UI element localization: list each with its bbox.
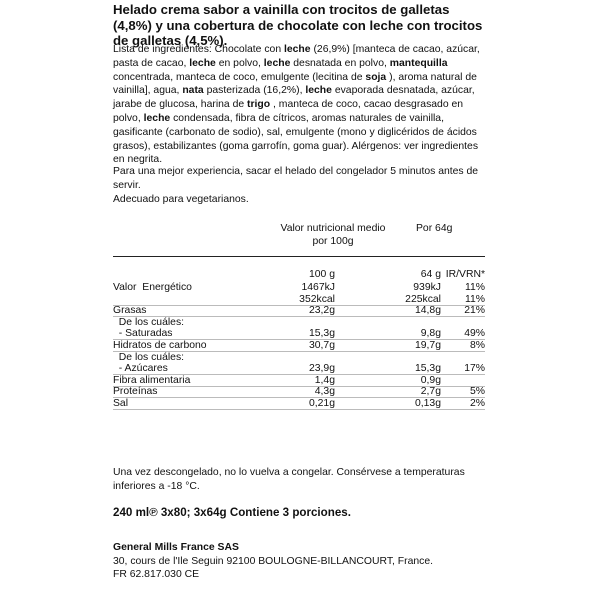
nutrient-label: Hidratos de carbono bbox=[113, 340, 207, 351]
allergen-word: trigo bbox=[247, 99, 271, 111]
table-divider-top bbox=[113, 256, 485, 257]
nutrient-label: Valor Energético bbox=[113, 282, 192, 293]
nutrient-label: De los cuáles: bbox=[113, 351, 185, 363]
nutrition-header-portion: Por 64g bbox=[416, 223, 453, 234]
ingredient-text: evaporada desnatada, azúcar, jarabe de glucosa, harina de bbox=[113, 85, 475, 111]
ingredient-text: ), aroma natural de vainilla], agua, bbox=[113, 71, 477, 97]
col-header-64g: 64 g bbox=[420, 269, 441, 280]
value-ri: 11% bbox=[464, 293, 485, 305]
ingredient-text: (26,9%) [manteca de cacao, azúcar, pasta de cacao, bbox=[113, 44, 480, 69]
value-per-100g: 1,4g bbox=[314, 374, 335, 386]
allergen-word: nata bbox=[182, 85, 204, 97]
nutrient-label: Fibra alimentaria bbox=[113, 374, 191, 386]
allergen-word: leche bbox=[283, 44, 311, 55]
value-ri: 21% bbox=[464, 305, 485, 317]
serving-advice: Para una mejor experiencia, sacar el helado del congelador 5 minutos antes de servir. bbox=[113, 166, 479, 191]
value-per-100g: 352kcal bbox=[299, 293, 335, 305]
company-registration: FR 62.817.030 CE bbox=[113, 569, 200, 581]
ingredient-text: , manteca de coco, cacao desgrasado en polvo, bbox=[113, 99, 464, 124]
company-name: General Mills France SAS bbox=[113, 542, 239, 553]
value-per-100g: 23,9g bbox=[308, 363, 335, 375]
value-per-64g: 225kcal bbox=[405, 293, 441, 305]
value-per-100g: 30,7g bbox=[308, 340, 335, 351]
value-ri: 49% bbox=[464, 328, 485, 340]
value-ri: 5% bbox=[469, 386, 485, 398]
value-per-100g: 23,2g bbox=[308, 305, 335, 317]
nutrient-label: - Azúcares bbox=[113, 363, 168, 375]
allergen-word: soja bbox=[365, 71, 387, 83]
nutrition-header-per100: Valor nutricional medio por 100g bbox=[280, 223, 386, 248]
value-per-64g: 15,3g bbox=[414, 363, 441, 375]
value-ri: 17% bbox=[464, 363, 485, 375]
allergen-word: mantequilla bbox=[389, 57, 448, 69]
nutrient-label: Sal bbox=[113, 398, 129, 409]
value-per-64g: 9,8g bbox=[420, 328, 441, 340]
allergen-word: leche bbox=[305, 85, 332, 97]
product-title: Helado crema sabor a vainilla con trocitos de galletas (4,8%) y una cobertura de chocolate con leche con trocitos de galletas (4,5%). bbox=[113, 2, 483, 49]
ingredient-text: en polvo, bbox=[215, 57, 264, 69]
vegetarian-note: Adecuado para vegetarianos. bbox=[113, 194, 249, 205]
value-ri: 8% bbox=[469, 340, 485, 351]
quantity-line: 240 ml℗ 3x80; 3x64g Contiene 3 porciones. bbox=[113, 506, 351, 519]
company-info bbox=[113, 541, 433, 582]
storage-instructions: Una vez descongelado, no lo vuelva a congelar. Consérvese a temperaturas inferiores a -18 °C. bbox=[113, 467, 465, 492]
allergen-word: leche bbox=[143, 112, 171, 124]
value-per-64g: 0,9g bbox=[420, 374, 441, 386]
value-per-100g: 4,3g bbox=[314, 386, 335, 398]
value-ri: 11% bbox=[464, 282, 485, 293]
value-per-100g: 15,3g bbox=[308, 328, 335, 340]
value-per-64g: 19,7g bbox=[414, 340, 441, 351]
company-address: 30, cours de l'Ile Seguin 92100 BOULOGNE-BILLANCOURT, France. bbox=[113, 555, 434, 567]
nutrient-label: Proteínas bbox=[113, 386, 158, 398]
value-per-100g: 1467kJ bbox=[301, 282, 335, 293]
value-per-64g: 14,8g bbox=[414, 305, 441, 317]
ingredient-text: condensada, fibra de cítricos, aromas naturales de vainilla, gasificante (carbonato de sodio), sal, emulgente (mono y diglicéridos de ácidos grasos), estabilizantes (goma garrofín, goma guar). Alérgenos: ver ingredientes en negrita. bbox=[113, 112, 479, 166]
value-ri: 2% bbox=[469, 398, 485, 409]
nutrient-label: Grasas bbox=[113, 305, 147, 317]
ingredient-text: pasterizada (16,2%), bbox=[203, 85, 306, 97]
col-header-100g: 100 g bbox=[308, 269, 335, 280]
ingredient-text: desnatada en polvo, bbox=[290, 57, 390, 69]
value-per-64g: 939kJ bbox=[413, 282, 441, 293]
nutrient-label: De los cuáles: bbox=[113, 316, 185, 328]
value-per-64g: 2,7g bbox=[420, 386, 441, 398]
allergen-word: leche bbox=[263, 57, 291, 69]
nutrient-label: - Saturadas bbox=[113, 328, 173, 340]
ingredients-list bbox=[113, 43, 485, 167]
ingredient-text: Lista de ingredientes: Chocolate con bbox=[113, 44, 284, 55]
value-per-100g: 0,21g bbox=[308, 398, 335, 409]
col-header-ri: IR/VRN* bbox=[445, 269, 485, 280]
ingredient-text: concentrada, manteca de coco, emulgente (lecitina de bbox=[113, 71, 366, 83]
value-per-64g: 0,13g bbox=[414, 398, 441, 409]
row-divider bbox=[113, 409, 485, 410]
allergen-word: leche bbox=[189, 57, 216, 69]
